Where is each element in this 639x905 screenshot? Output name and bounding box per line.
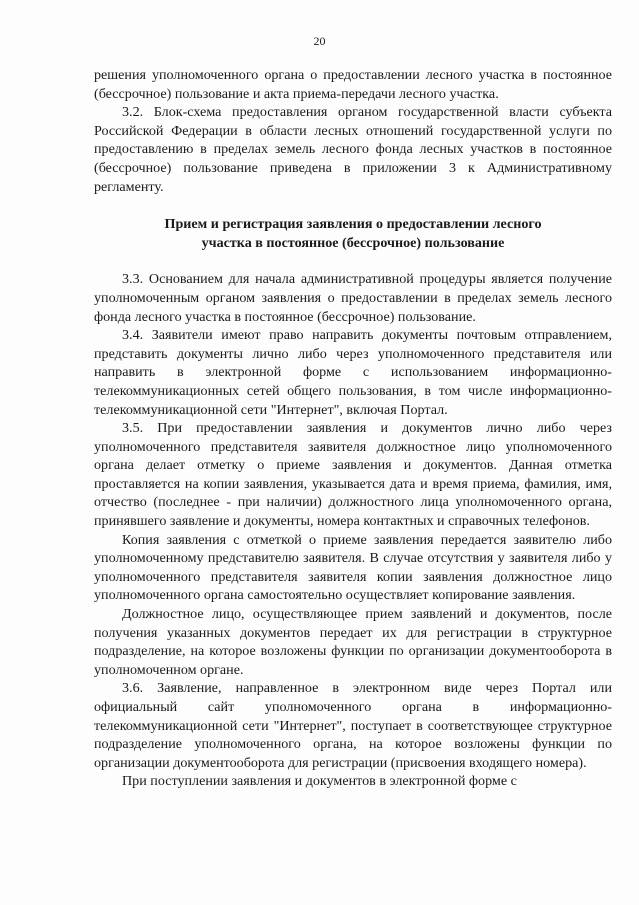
- paragraph-3-4: 3.4. Заявители имеют право направить документы почтовым отправлением, представить документы лично либо через уполномоченного представителя или направить в электронной форме с использованием информационно-телекоммуникационных сетей общего пользования, в том числе информационно-телекоммуникационной сети "Интернет", включая Портал.: [94, 327, 612, 418]
- paragraph-3-6: 3.6. Заявление, направленное в электронном виде через Портал или официальный сайт уполномоченного органа в информационно-телекоммуникационной сети "Интернет", поступает в соответствующее структурное подразделение уполномоченного органа, на которое возложены функции по организации документооборота для регистрации (присвоения входящего номера).: [94, 680, 612, 771]
- page-number: 20: [313, 34, 326, 48]
- paragraph-continuation: решения уполномоченного органа о предоставлении лесного участка в постоянное (бессрочное) пользование и акта приема-передачи лесного участка.: [94, 67, 612, 102]
- paragraph-electronic-receipt: При поступлении заявления и документов в электронной форме с: [122, 773, 517, 790]
- paragraph-3-3: 3.3. Основанием для начала административной процедуры является получение уполномоченным органом заявления о предоставлении в пределах земель лесного фонда лесного участка в постоянное (бессрочное) пользование.: [94, 271, 612, 325]
- section-heading: Прием и регистрация заявления о предоставлении лесного участка в постоянное (бессрочное) пользование: [164, 216, 542, 251]
- paragraph-copy-of-application: Копия заявления с отметкой о приеме заявления передается заявителю либо уполномоченному представителю заявителя. В случае отсутствия у заявителя либо у уполномоченного представителя заявителя копии заявления должностное лицо уполномоченного органа самостоятельно осуществляет копирование заявления.: [94, 531, 612, 604]
- paragraph-3-2: 3.2. Блок-схема предоставления органом государственной власти субъекта Российской Федерации в области лесных отношений государственной услуги по предоставлению в пределах земель лесного фонда лесных участков в постоянное (бессрочное) пользование приведена в приложении 3 к Административному регламенту.: [94, 104, 612, 195]
- paragraph-3-5: 3.5. При предоставлении заявления и документов лично либо через уполномоченного представителя заявителя должностное лицо уполномоченного органа делает отметку о приеме заявления и документов. Данная отметка проставляется на копии заявления, указывается дата и время приема, фамилия, имя, отчество (последнее - при наличии) должностного лица уполномоченного органа, принявшего заявление и документы, номера контактных и справочных телефонов.: [94, 420, 612, 530]
- document-body: [94, 66, 612, 791]
- paragraph-official-person: Должностное лицо, осуществляющее прием заявлений и документов, после получения указанных документов передает их для регистрации в структурное подразделение, на которое возложены функции по организации документооборота в уполномоченном органе.: [94, 606, 612, 678]
